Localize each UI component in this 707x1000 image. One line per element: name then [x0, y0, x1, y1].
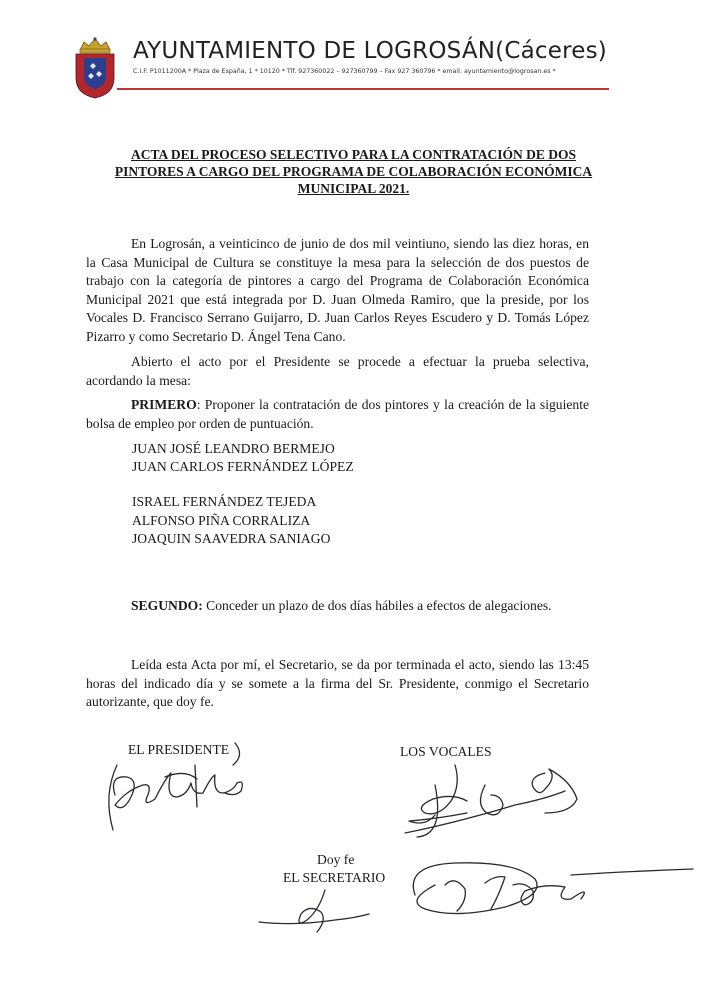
- document-title: [95, 146, 612, 197]
- second-resolution-label: SEGUNDO:: [131, 598, 203, 613]
- opening-paragraph: Abierto el acto por el Presidente se procede a efectuar la prueba selectiva, acordando la mesa:: [86, 354, 589, 388]
- title-line-1: ACTA DEL PROCESO SELECTIVO PARA LA CONTRATACIÓN DE DOS: [130, 147, 577, 162]
- closing-paragraph: Leída esta Acta por mí, el Secretario, se da por terminada el acto, siendo las 13:45 horas del indicado día y se somete a la firma del Sr. Presidente, conmigo el Secretario autorizante, que doy fe.: [86, 657, 589, 709]
- president-label: EL PRESIDENTE: [128, 742, 230, 757]
- vocals-signature: [395, 755, 595, 845]
- header-divider: [117, 88, 609, 90]
- second-resolution-text: Conceder un plazo de dos días hábiles a efectos de alegaciones.: [202, 598, 552, 613]
- doy-fe-label: Doy fe: [317, 852, 355, 867]
- title-line-3: MUNICIPAL 2021.: [297, 181, 410, 196]
- secretary-signature-flourish: [395, 855, 695, 935]
- reserve-candidate-name: JOAQUIN SAAVEDRA SANIAGO: [132, 531, 331, 546]
- candidate-name: JUAN CARLOS FERNÁNDEZ LÓPEZ: [132, 459, 354, 474]
- first-resolution: [86, 396, 589, 433]
- intro-paragraph: En Logrosán, a veinticinco de junio de dos mil veintiuno, siendo las diez horas, en la Casa Municipal de Cultura se constituye la mesa para la selección de dos puestos de trabajo con la categoría de pintores a cargo del Programa de Colaboración Económica Municipal 2021 que está integrada por D. Juan Olmeda Ramiro, que la preside, por los Vocales D. Francisco Serrano Guijarro, D. Juan Carlos Reyes Escudero y D. Tomás López Pizarro y como Secretario D. Ángel Tena Cano.: [86, 236, 589, 344]
- secretary-signature: [255, 880, 375, 940]
- first-resolution-text: : Proponer la contratación de dos pintores y la creación de la siguiente bolsa de empleo por orden de puntuación.: [86, 397, 589, 431]
- organization-title: AYUNTAMIENTO DE LOGROSÁN(Cáceres): [133, 38, 607, 64]
- reserve-candidate-name: ISRAEL FERNÁNDEZ TEJEDA: [132, 494, 317, 509]
- candidate-name: JUAN JOSÉ LEANDRO BERMEJO: [132, 441, 335, 456]
- reserve-candidate-name: ALFONSO PIÑA CORRALIZA: [132, 513, 311, 528]
- vocals-label: LOS VOCALES: [400, 744, 492, 759]
- president-signature: [95, 735, 255, 845]
- second-resolution: [86, 597, 589, 616]
- contact-info: C.I.F. P1011200A * Plaza de España, 1 * 10120 * Tlf. 927360022 – 927360799 – Fax 927 360796 * email: ayuntamiento@logrosan.es *: [133, 68, 556, 75]
- coat-of-arms-icon: [72, 36, 118, 100]
- secretary-label: EL SECRETARIO: [283, 870, 386, 885]
- title-line-2: PINTORES A CARGO DEL PROGRAMA DE COLABORACIÓN ECONÓMICA: [114, 164, 593, 179]
- first-resolution-label: PRIMERO: [131, 397, 197, 412]
